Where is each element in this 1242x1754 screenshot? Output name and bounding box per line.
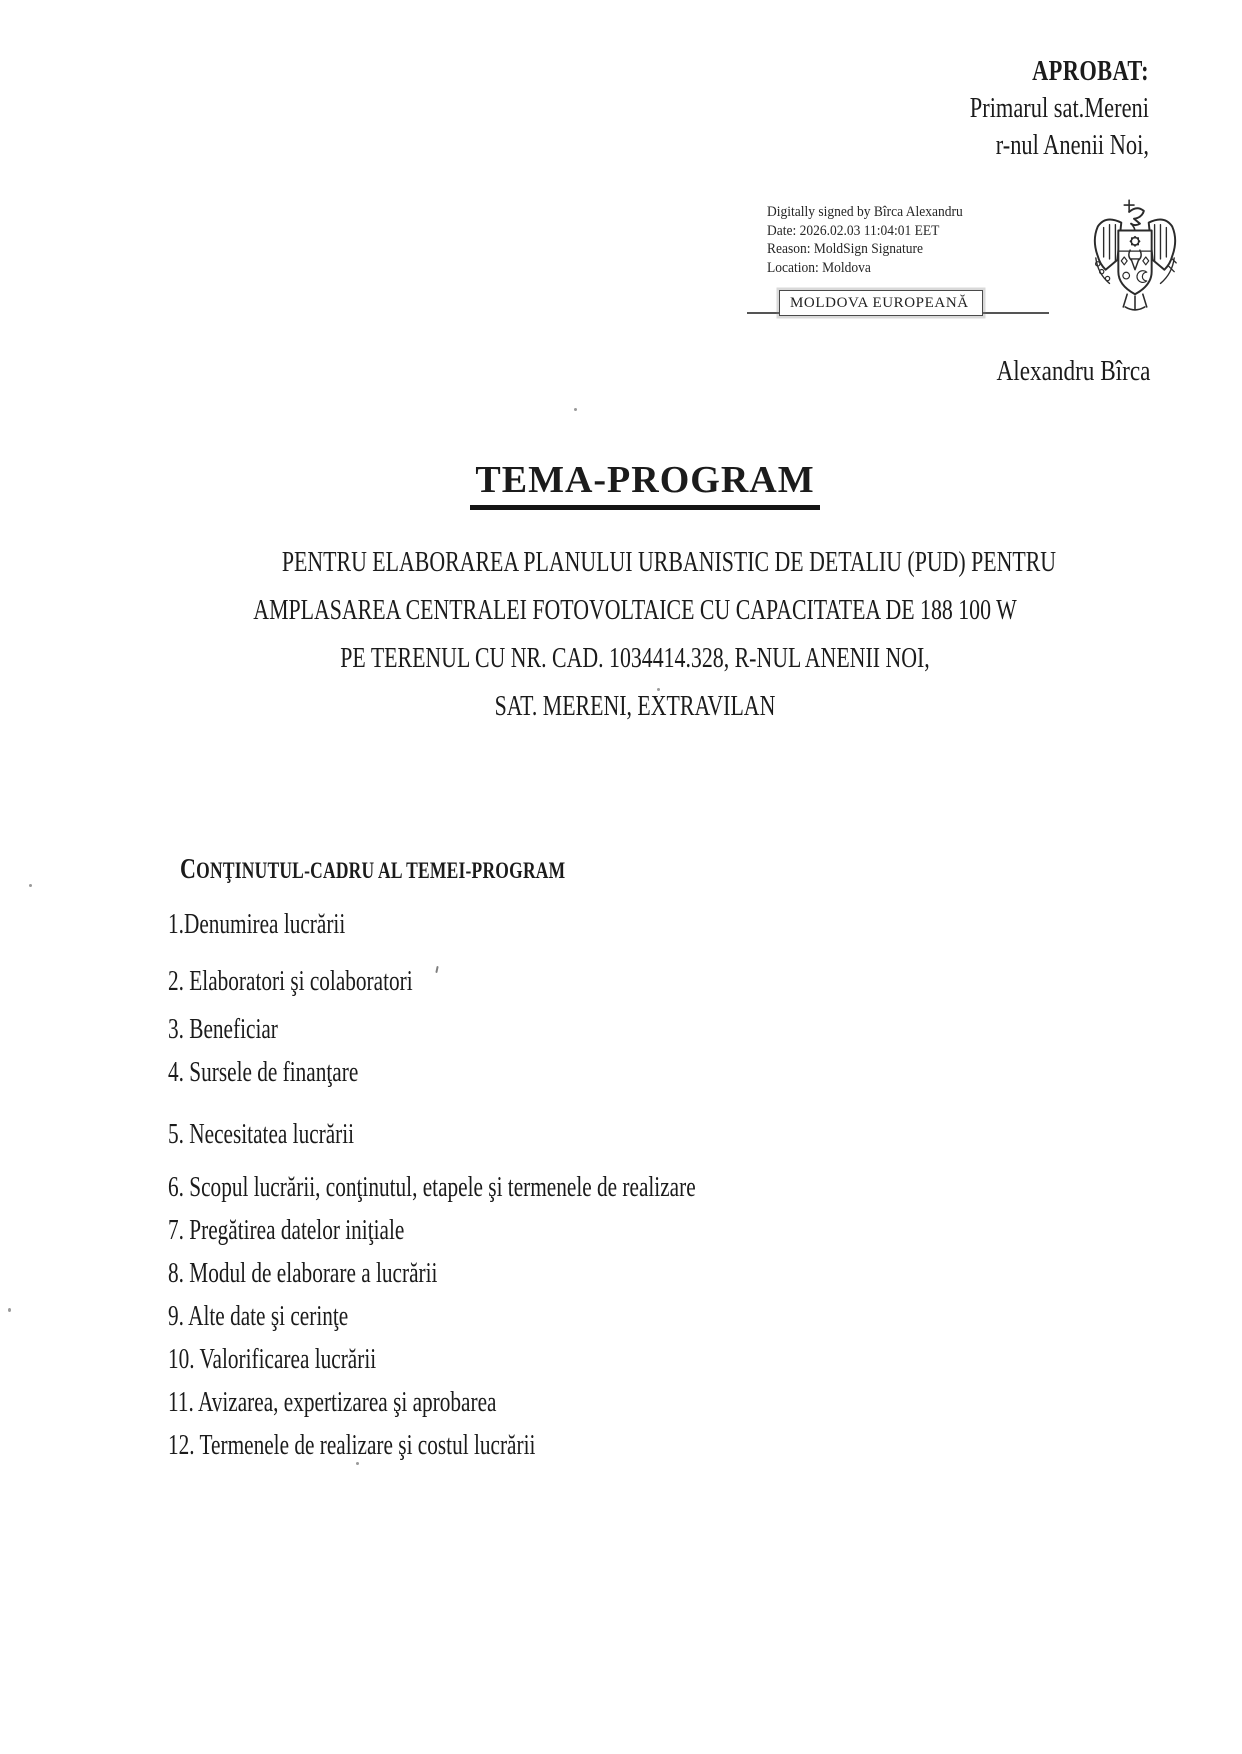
list-item: 2. Elaboratori şi colaboratori (168, 966, 413, 997)
document-subtitle (75, 539, 1195, 731)
list-item: 1.Denumirea lucrării (168, 909, 346, 940)
signature-location: Location: Moldova (767, 260, 871, 277)
scan-artifact (29, 884, 32, 887)
scan-artifact (657, 688, 660, 691)
digital-signature-block (767, 203, 984, 278)
title-wrap (48, 458, 1242, 510)
list-item: 11. Avizarea, expertizarea şi aprobarea (168, 1387, 497, 1418)
list-item: 9. Alte date şi cerinţe (168, 1301, 349, 1332)
approval-title: APROBAT: (1032, 56, 1149, 87)
list-item: 10. Valorificarea lucrării (168, 1344, 377, 1375)
list-item: 3. Beneficiar (168, 1014, 278, 1045)
signer-name: Alexandru Bîrca (996, 355, 1150, 387)
page-title: TEMA-PROGRAM (470, 458, 819, 510)
stamp-label: MOLDOVA EUROPEANĂ (790, 294, 969, 311)
list-item: 8. Modul de elaborare a lucrării (168, 1258, 438, 1289)
subtitle-line: SAT. MERENI, EXTRAVILAN (494, 691, 776, 722)
approval-block (925, 53, 1149, 164)
scan-artifact (574, 408, 577, 411)
approval-line-1: Primarul sat.Mereni (969, 93, 1149, 124)
list-item: 7. Pregătirea datelor iniţiale (168, 1215, 405, 1246)
signature-date: Date: 2026.02.03 11:04:01 EET (767, 222, 940, 239)
scan-artifact (356, 1462, 359, 1465)
scan-artifact (8, 1308, 11, 1312)
list-item: 12. Termenele de realizare şi costul lucrării (168, 1430, 536, 1461)
section-heading (180, 853, 687, 886)
subtitle-line: AMPLASAREA CENTRALEI FOTOVOLTAICE CU CAPACITATEA DE 188 100 W (253, 595, 1017, 626)
contents-list (168, 903, 862, 1467)
list-item: 5. Necesitatea lucrării (168, 1119, 355, 1150)
moldova-coat-of-arms-icon (1086, 197, 1184, 320)
subtitle-line: PENTRU ELABORAREA PLANULUI URBANISTIC DE DETALIU (PUD) PENTRU (281, 547, 1057, 578)
moldsign-stamp (779, 290, 983, 316)
approval-line-2: r-nul Anenii Noi, (995, 130, 1149, 161)
list-item: 4. Sursele de finanţare (168, 1057, 359, 1088)
list-item: 6. Scopul lucrării, conţinutul, etapele şi termenele de realizare (168, 1172, 696, 1203)
signature-reason: Reason: MoldSign Signature (767, 241, 923, 258)
section-heading-text: CONŢINUTUL-CADRU AL TEMEI-PROGRAM (180, 853, 566, 885)
signature-signed-by: Digitally signed by Bîrca Alexandru (767, 204, 963, 220)
subtitle-line: PE TERENUL CU NR. CAD. 1034414.328, R-NUL ANENII NOI, (340, 643, 930, 674)
